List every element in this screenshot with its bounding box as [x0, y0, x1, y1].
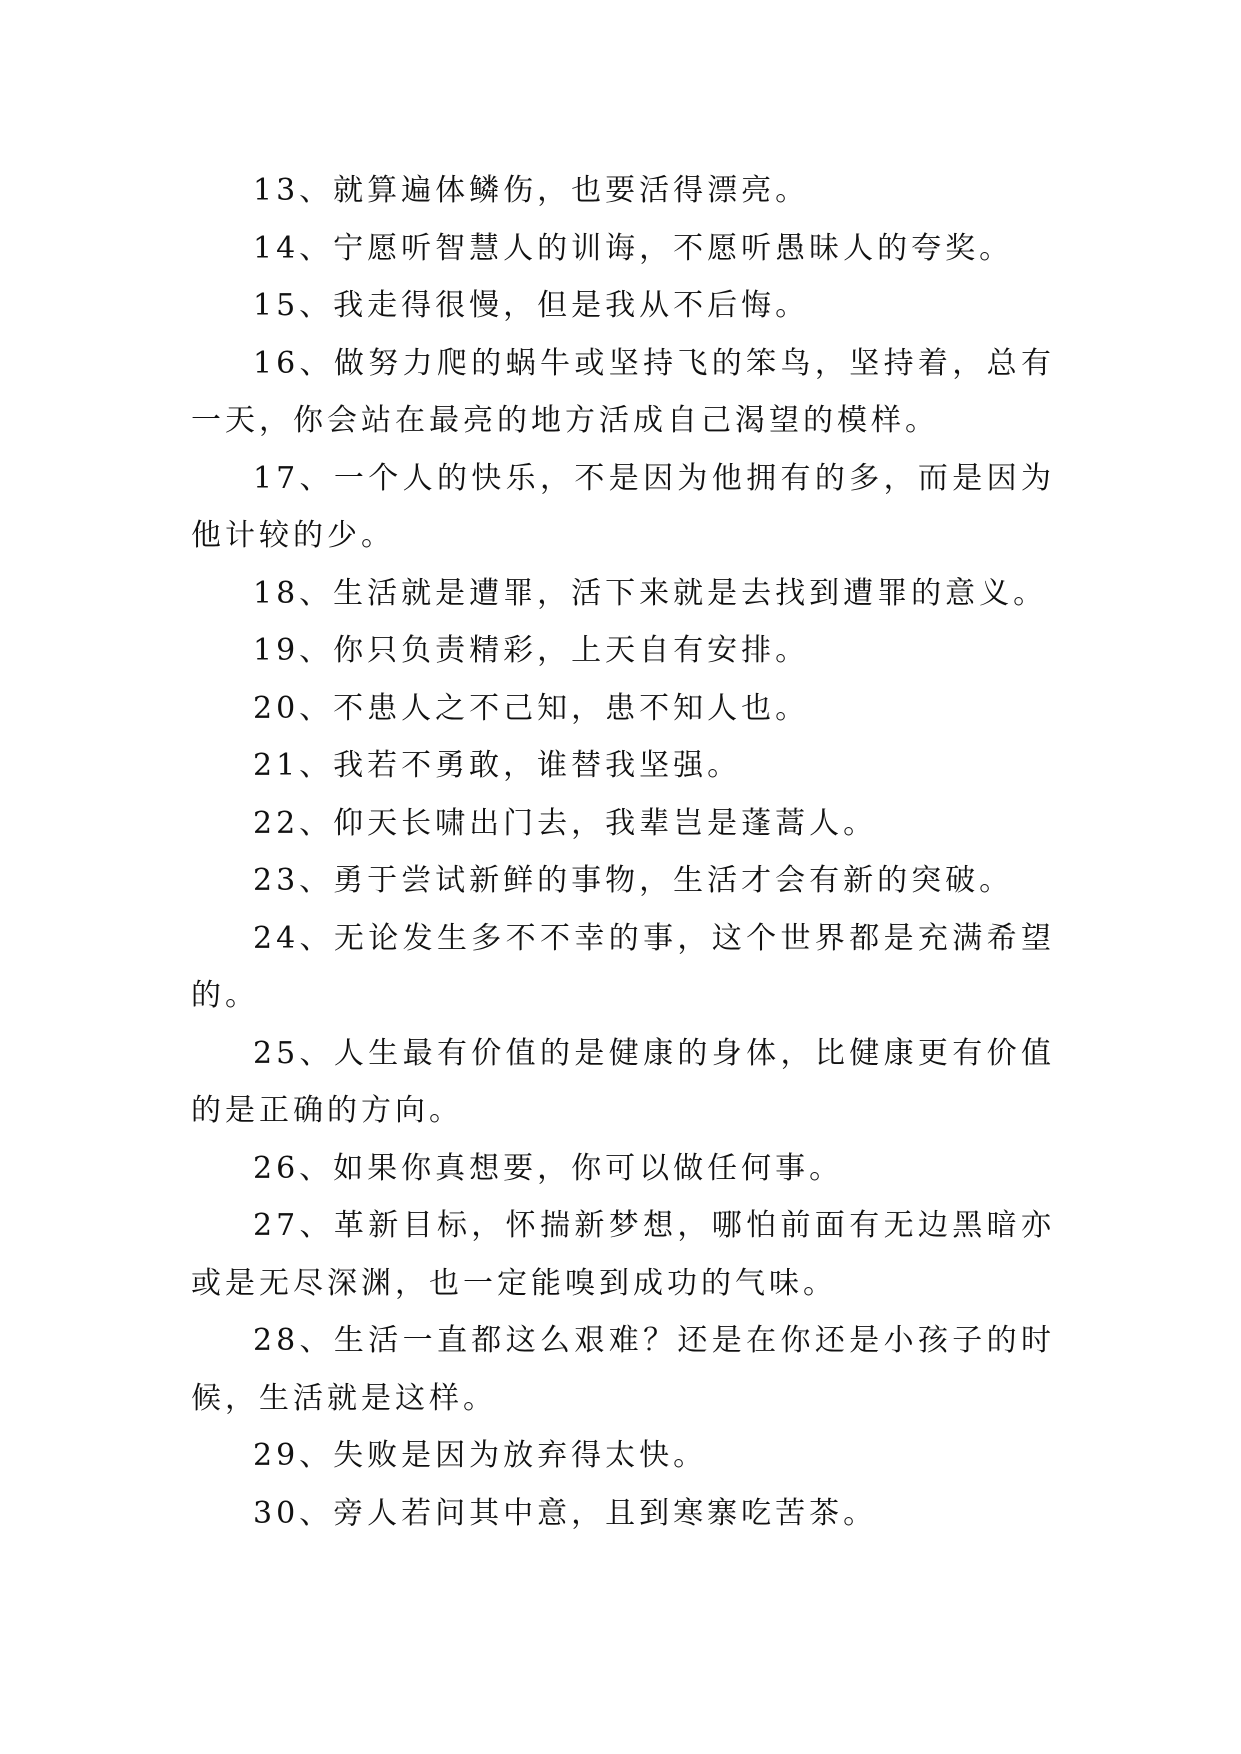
quote-paragraph: 29、失败是因为放弃得太快。 [253, 1438, 708, 1473]
quote-paragraph: 13、就算遍体鳞伤，也要活得漂亮。 [253, 173, 810, 208]
quote-paragraph: 28、生活一直都这么艰难？还是在你还是小孩子的时候，生活就是这样。 [191, 1323, 1055, 1416]
quote-paragraph: 20、不患人之不己知，患不知人也。 [253, 690, 810, 726]
quote-paragraph: 26、如果你真想要，你可以做任何事。 [253, 1150, 844, 1186]
quote-paragraph: 19、你只负责精彩，上天自有安排。 [253, 633, 810, 668]
quote-paragraph: 17、一个人的快乐，不是因为他拥有的多，而是因为他计较的少。 [191, 460, 1055, 553]
quote-paragraph: 22、仰天长啸出门去，我辈岂是蓬蒿人。 [253, 805, 878, 841]
quote-list [191, 162, 1055, 1542]
quote-paragraph: 30、旁人若问其中意，且到寒寨吃苦茶。 [253, 1495, 878, 1531]
quote-paragraph: 21、我若不勇敢，谁替我坚强。 [253, 748, 742, 783]
quote-paragraph: 16、做努力爬的蜗牛或坚持飞的笨鸟，坚持着，总有一天，你会站在最亮的地方活成自己渴望的模样。 [191, 345, 1055, 438]
quote-paragraph: 25、人生最有价值的是健康的身体，比健康更有价值的是正确的方向。 [191, 1035, 1055, 1128]
quote-paragraph: 18、生活就是遭罪，活下来就是去找到遭罪的意义。 [253, 575, 1048, 611]
quote-paragraph: 14、宁愿听智慧人的训诲，不愿听愚昧人的夸奖。 [253, 230, 1014, 266]
quote-paragraph: 15、我走得很慢，但是我从不后悔。 [253, 288, 810, 323]
quote-paragraph: 23、勇于尝试新鲜的事物，生活才会有新的突破。 [253, 863, 1014, 898]
quote-paragraph: 27、革新目标，怀揣新梦想，哪怕前面有无边黑暗亦或是无尽深渊，也一定能嗅到成功的气味。 [191, 1208, 1055, 1301]
quote-paragraph: 24、无论发生多不不幸的事，这个世界都是充满希望的。 [191, 920, 1055, 1013]
